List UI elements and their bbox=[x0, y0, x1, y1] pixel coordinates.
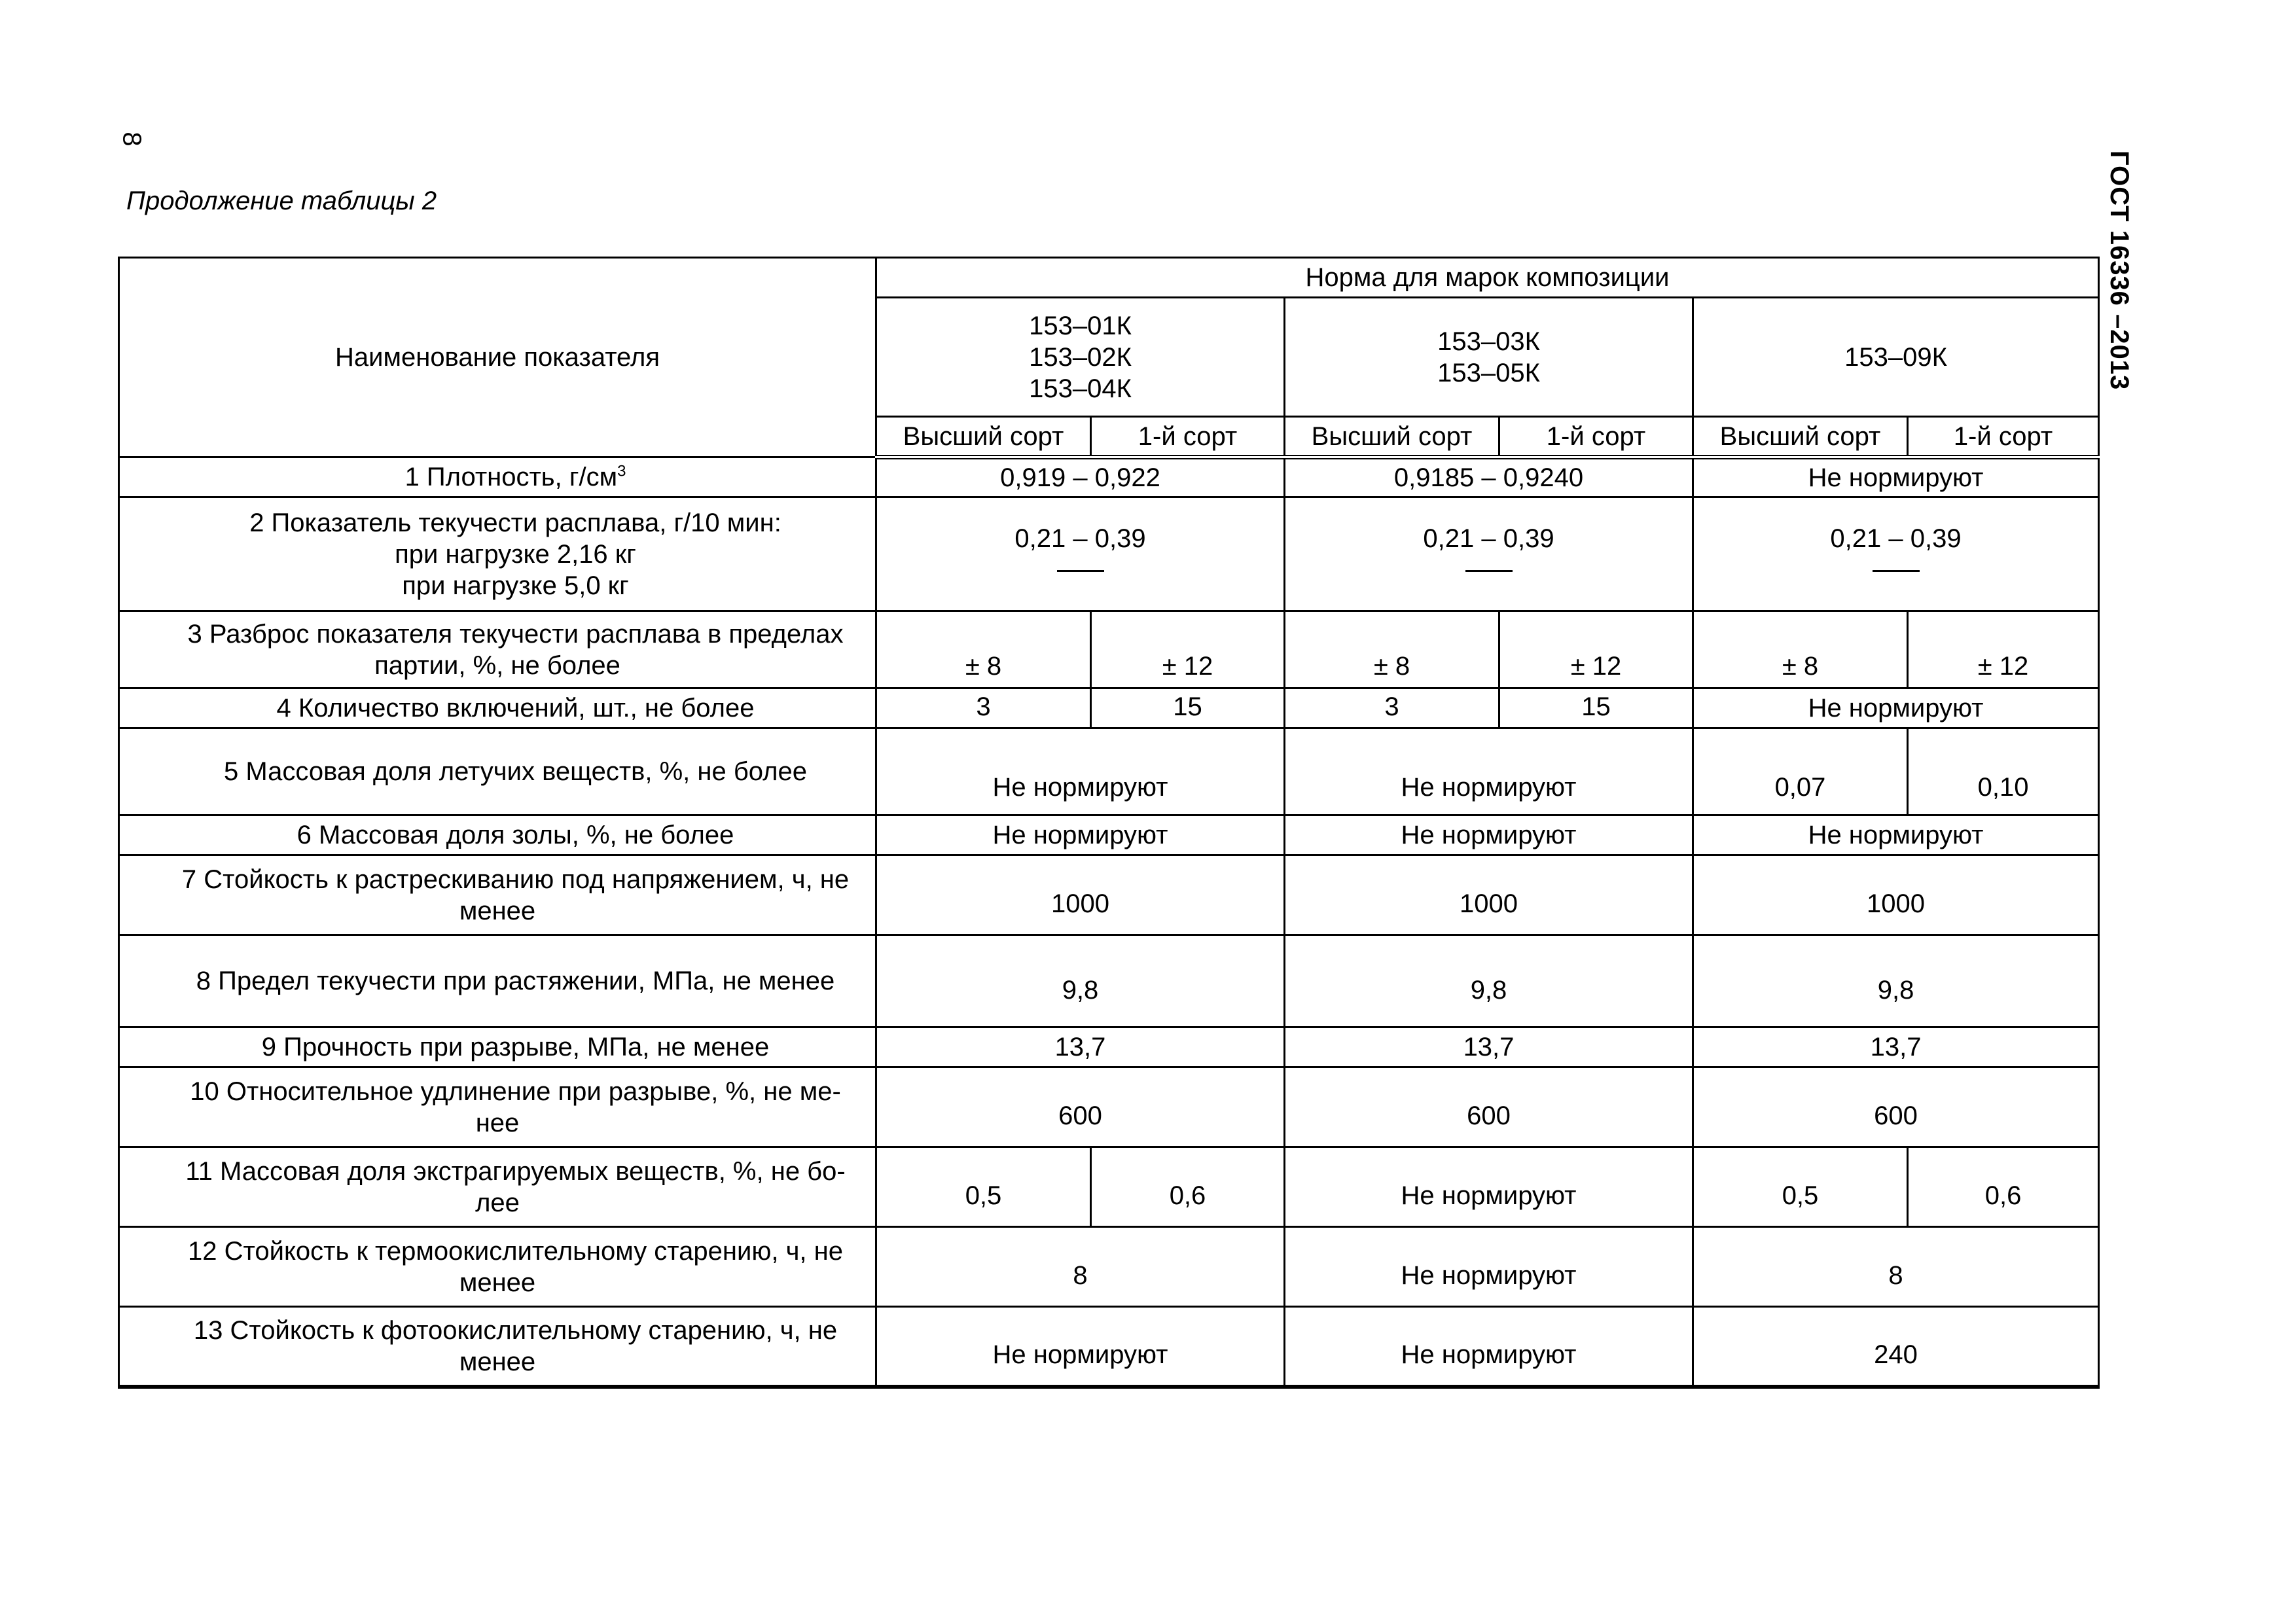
value-cell: 15 bbox=[1091, 688, 1285, 728]
dash-mark bbox=[1057, 570, 1104, 572]
row-name: 1 Плотность, $г/см^3$ bbox=[119, 457, 876, 497]
table-row bbox=[119, 497, 2099, 611]
value-cell: 9,8 bbox=[1693, 935, 2099, 1027]
standard-title: ГОСТ 16336 –2013 bbox=[2105, 151, 2134, 391]
value-cell: ± 8 bbox=[876, 611, 1091, 688]
row-name: 3 Разброс показателя текучести расплава в пределах партии, %, не более bbox=[119, 611, 876, 688]
value-cell: 0,5 bbox=[876, 1147, 1091, 1227]
table-row bbox=[119, 1307, 2099, 1387]
value-cell: 0,07 bbox=[1693, 728, 1908, 815]
row-name: 8 Предел текучести при растяжении, МПа, не менее bbox=[119, 935, 876, 1027]
value-cell: ± 12 bbox=[1091, 611, 1285, 688]
header-norm: Норма для марок композиции bbox=[876, 258, 2099, 298]
table-row bbox=[119, 815, 2099, 855]
table-row bbox=[119, 1227, 2099, 1307]
value-cell: 13,7 bbox=[1693, 1027, 2099, 1067]
row-name: 10 Относительное удлинение при разрыве, %, не ме- нее bbox=[119, 1067, 876, 1147]
value-cell: 600 bbox=[1285, 1067, 1693, 1147]
value-cell: ± 12 bbox=[1499, 611, 1693, 688]
value-cell: 15 bbox=[1499, 688, 1693, 728]
value-cell: 0,5 bbox=[1693, 1147, 1908, 1227]
value-cell: 600 bbox=[1693, 1067, 2099, 1147]
value-cell: Не нормируют bbox=[1285, 1147, 1693, 1227]
row-name: 7 Стойкость к растрескиванию под напряжением, ч, не менее bbox=[119, 855, 876, 935]
row-name: 4 Количество включений, шт., не более bbox=[119, 688, 876, 728]
row-name: 5 Массовая доля летучих веществ, %, не более bbox=[119, 728, 876, 815]
grade-label: Высший сорт bbox=[1693, 417, 1908, 457]
row-name: 13 Стойкость к фотоокислительному старению, ч, не менее bbox=[119, 1307, 876, 1387]
grade-label: Высший сорт bbox=[1285, 417, 1499, 457]
value-cell: 0,10 bbox=[1908, 728, 2099, 815]
value-cell: 3 bbox=[1285, 688, 1499, 728]
table-row bbox=[119, 1027, 2099, 1067]
header-name-column: Наименование показателя bbox=[119, 258, 876, 457]
value-cell: Не нормируют bbox=[1693, 688, 2099, 728]
value-cell: 8 bbox=[876, 1227, 1285, 1307]
grade-label: 1-й сорт bbox=[1091, 417, 1285, 457]
value-cell: 9,8 bbox=[1285, 935, 1693, 1027]
value-cell: 600 bbox=[876, 1067, 1285, 1147]
row-name: 2 Показатель текучести расплава, г/10 мин: при нагрузке 2,16 кг при нагрузке 5,0 кг bbox=[119, 497, 876, 611]
value-cell: ± 8 bbox=[1285, 611, 1499, 688]
value-cell: 0,21 – 0,39 bbox=[1285, 497, 1693, 611]
row-name: 6 Массовая доля золы, %, не более bbox=[119, 815, 876, 855]
value-cell: 240 bbox=[1693, 1307, 2099, 1387]
header-group-3: 153–09К bbox=[1693, 298, 2099, 417]
dash-mark bbox=[1873, 570, 1920, 572]
grade-label: 1-й сорт bbox=[1908, 417, 2099, 457]
grade-label: 1-й сорт bbox=[1499, 417, 1693, 457]
table-row bbox=[119, 611, 2099, 688]
table-row bbox=[119, 1067, 2099, 1147]
properties-table bbox=[118, 257, 2100, 1389]
value-cell: 1000 bbox=[1693, 855, 2099, 935]
table-row bbox=[119, 728, 2099, 815]
value-cell: ± 8 bbox=[1693, 611, 1908, 688]
header-group-1: 153–01К 153–02К 153–04К bbox=[876, 298, 1285, 417]
row-name: 9 Прочность при разрыве, МПа, не менее bbox=[119, 1027, 876, 1067]
value-cell: 0,21 – 0,39 bbox=[876, 497, 1285, 611]
value-cell: 0,6 bbox=[1091, 1147, 1285, 1227]
value-cell: Не нормируют bbox=[1285, 815, 1693, 855]
table-row bbox=[119, 688, 2099, 728]
value-cell: Не нормируют bbox=[876, 1307, 1285, 1387]
value-cell: 3 bbox=[876, 688, 1091, 728]
value-cell: Не нормируют bbox=[1285, 1307, 1693, 1387]
value-cell: 9,8 bbox=[876, 935, 1285, 1027]
grade-label: Высший сорт bbox=[876, 417, 1091, 457]
value-cell: Не нормируют bbox=[1285, 728, 1693, 815]
value-cell: 1000 bbox=[1285, 855, 1693, 935]
value-cell: Не нормируют bbox=[1693, 457, 2099, 497]
value-cell: Не нормируют bbox=[876, 728, 1285, 815]
table-row bbox=[119, 1147, 2099, 1227]
value-cell: Не нормируют bbox=[1285, 1227, 1693, 1307]
value-cell: 13,7 bbox=[1285, 1027, 1693, 1067]
value-cell: 1000 bbox=[876, 855, 1285, 935]
table-row bbox=[119, 457, 2099, 497]
page-number: 8 bbox=[117, 132, 147, 147]
value-cell: 0,9185 – 0,9240 bbox=[1285, 457, 1693, 497]
value-cell: 0,6 bbox=[1908, 1147, 2099, 1227]
table-row bbox=[119, 855, 2099, 935]
value-cell: 0,21 – 0,39 bbox=[1693, 497, 2099, 611]
row-name: 12 Стойкость к термоокислительному старению, ч, не менее bbox=[119, 1227, 876, 1307]
value-cell: ± 12 bbox=[1908, 611, 2099, 688]
value-cell: 8 bbox=[1693, 1227, 2099, 1307]
value-cell: 0,919 – 0,922 bbox=[876, 457, 1285, 497]
value-cell: Не нормируют bbox=[1693, 815, 2099, 855]
dash-mark bbox=[1465, 570, 1513, 572]
table-caption: Продолжение таблицы 2 bbox=[126, 187, 437, 215]
row-name: 11 Массовая доля экстрагируемых веществ, %, не бо- лее bbox=[119, 1147, 876, 1227]
value-cell: Не нормируют bbox=[876, 815, 1285, 855]
header-group-2: 153–03К 153–05К bbox=[1285, 298, 1693, 417]
table-row bbox=[119, 935, 2099, 1027]
value-cell: 13,7 bbox=[876, 1027, 1285, 1067]
